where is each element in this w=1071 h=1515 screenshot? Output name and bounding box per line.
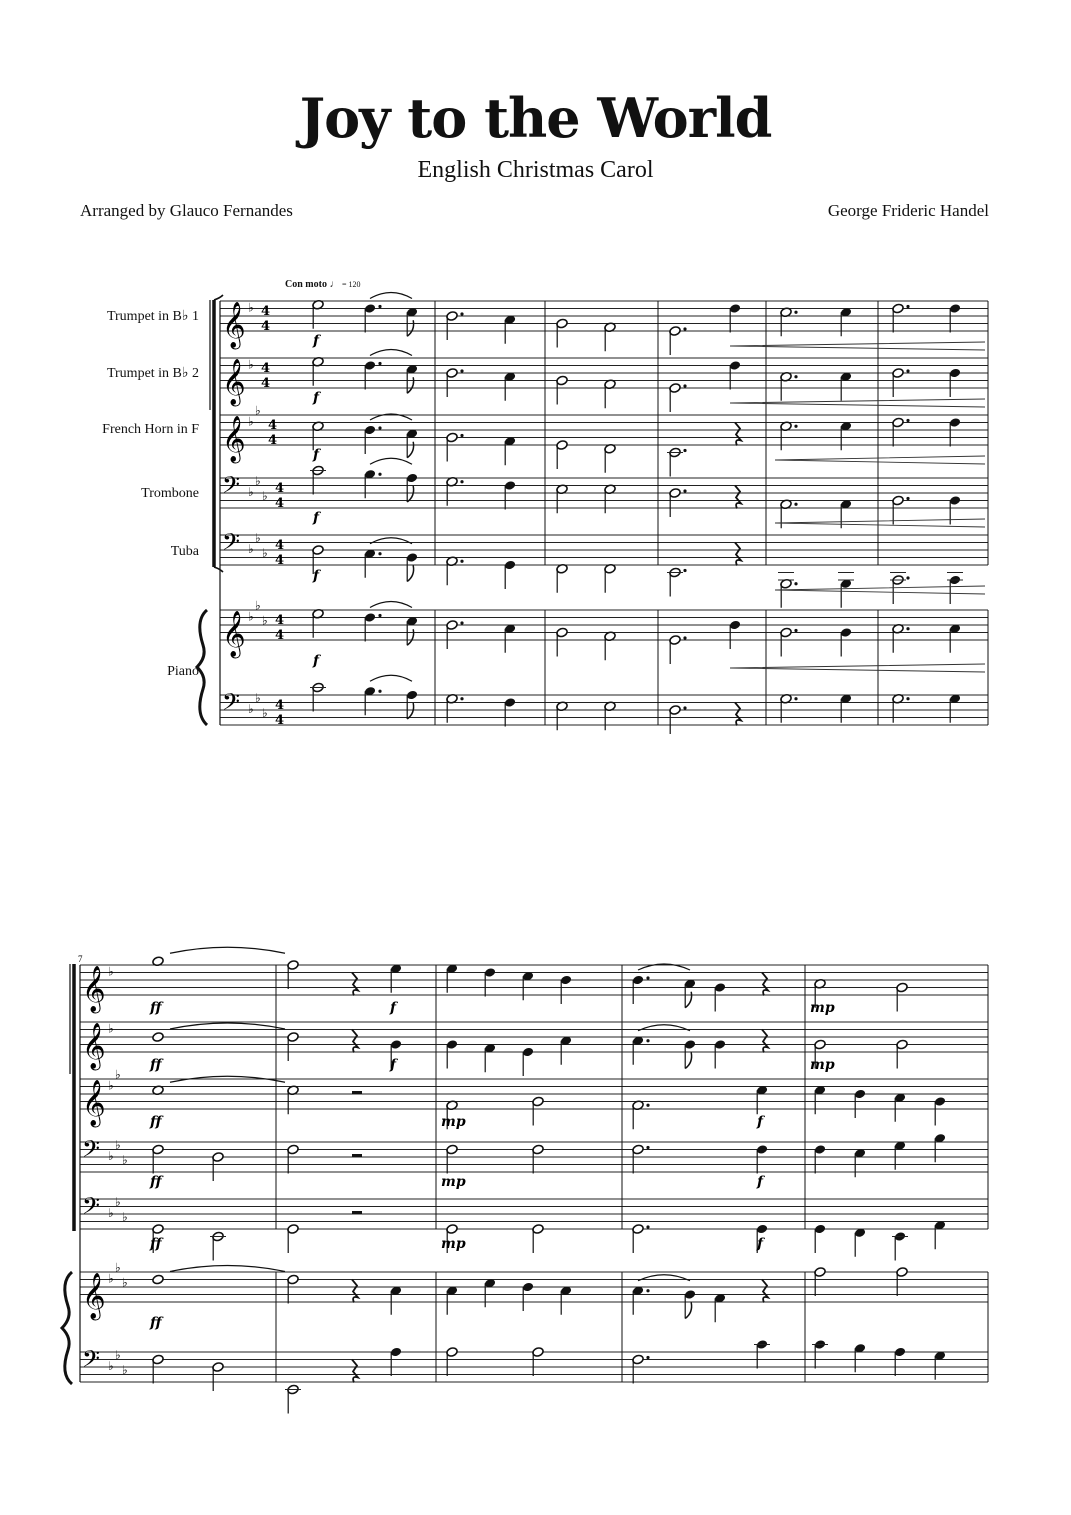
- dynamic-f: f: [390, 1057, 397, 1073]
- note-head: [152, 1032, 164, 1043]
- page-subtitle: English Christmas Carol: [417, 157, 654, 183]
- dot: [683, 489, 686, 492]
- dot: [794, 697, 797, 700]
- half-rest: [352, 1154, 362, 1157]
- flat-icon: ♭: [115, 1260, 121, 1275]
- note-flag: [407, 320, 413, 336]
- bass-clef-icon: 𝄢: [222, 688, 241, 721]
- note-flag: [407, 377, 413, 393]
- time-sig-top: 4: [275, 481, 285, 496]
- dynamic-mp: mp: [810, 1000, 835, 1016]
- tie-slur: [370, 458, 412, 464]
- dot: [378, 362, 381, 365]
- dot: [683, 327, 686, 330]
- flat-icon: ♭: [262, 705, 268, 720]
- bass-clef-icon: 𝄢: [82, 1345, 101, 1378]
- instrument-label-trombone: Trombone: [141, 486, 199, 501]
- half-rest: [352, 1211, 362, 1214]
- flat-icon: ♭: [108, 1359, 114, 1373]
- flat-icon: ♭: [262, 545, 268, 560]
- flat-icon: ♭: [122, 1209, 128, 1224]
- dot: [646, 1104, 649, 1107]
- dot: [906, 697, 909, 700]
- instrument-label-french-horn: French Horn in F: [102, 422, 199, 437]
- flat-icon: ♭: [248, 300, 254, 315]
- treble-clef-icon: 𝄞: [222, 359, 246, 405]
- dynamic-ff: ff: [150, 1114, 162, 1130]
- system-2: [62, 947, 988, 1413]
- flat-icon: ♭: [108, 1149, 114, 1163]
- flat-icon: ♭: [248, 702, 254, 716]
- flat-icon: ♭: [108, 1021, 114, 1036]
- dynamic-mp: mp: [441, 1114, 466, 1130]
- time-sig-bottom: 4: [261, 319, 271, 334]
- flat-icon: ♭: [248, 414, 254, 429]
- flat-icon: ♭: [108, 964, 114, 979]
- instrument-label-tuba: Tuba: [170, 544, 199, 559]
- flat-icon: ♭: [255, 598, 261, 613]
- dynamic-ff: ff: [150, 1174, 162, 1190]
- flat-icon: ♭: [108, 1206, 114, 1220]
- dot: [794, 375, 797, 378]
- tie-slur: [170, 1023, 285, 1029]
- crescendo-hairpin: [730, 342, 985, 350]
- note-flag: [685, 1053, 691, 1069]
- tie-slur: [370, 675, 412, 681]
- system-1: [197, 293, 988, 735]
- time-sig-bottom: 4: [275, 713, 285, 728]
- piano-brace: [62, 1272, 72, 1384]
- quarter-rest: [352, 973, 358, 996]
- dot: [646, 1225, 649, 1228]
- treble-clef-icon: 𝄞: [82, 1023, 106, 1069]
- note-head: [152, 1274, 164, 1285]
- dynamic-mp: mp: [810, 1057, 835, 1073]
- tempo-text: Con moto: [285, 279, 327, 290]
- tie-slur: [370, 293, 412, 299]
- dot: [378, 552, 381, 555]
- tie-slur: [370, 350, 412, 356]
- piano-brace: [197, 610, 207, 725]
- flat-icon: ♭: [248, 609, 254, 624]
- quarter-rest: [762, 1280, 768, 1303]
- dynamic-f: f: [757, 1174, 764, 1190]
- dot: [683, 706, 686, 709]
- note-flag: [407, 629, 413, 645]
- note-flag: [685, 992, 691, 1008]
- dynamic-f: f: [390, 1000, 397, 1016]
- flat-icon: ♭: [255, 530, 261, 545]
- dot: [794, 629, 797, 632]
- flat-icon: ♭: [248, 357, 254, 372]
- time-sig-bottom: 4: [268, 433, 278, 448]
- time-sig-top: 4: [261, 304, 271, 319]
- dot: [906, 576, 909, 579]
- time-sig-bottom: 4: [275, 553, 285, 568]
- time-sig-top: 4: [275, 538, 285, 553]
- instrument-label-trumpet-2: Trumpet in B♭ 2: [106, 366, 199, 381]
- flat-icon: ♭: [122, 1275, 128, 1290]
- dynamic-mp: mp: [441, 1174, 466, 1190]
- tie-slur: [170, 1266, 285, 1272]
- flat-icon: ♭: [255, 403, 261, 418]
- quarter-rest: [735, 423, 741, 446]
- note-flag: [407, 703, 413, 719]
- flat-icon: ♭: [122, 1362, 128, 1377]
- flat-icon: ♭: [248, 485, 254, 499]
- treble-clef-icon: 𝄞: [82, 1080, 106, 1126]
- dot: [906, 627, 909, 630]
- dot: [460, 312, 463, 315]
- dot: [794, 582, 797, 585]
- tempo-bpm: = 120: [341, 280, 361, 289]
- dot: [683, 384, 686, 387]
- dot: [460, 434, 463, 437]
- composer-credit: George Frideric Handel: [827, 201, 989, 220]
- bass-clef-icon: 𝄢: [82, 1135, 101, 1168]
- crescendo-hairpin: [775, 456, 985, 464]
- time-sig-bottom: 4: [275, 628, 285, 643]
- treble-clef-icon: 𝄞: [222, 611, 246, 657]
- time-sig-bottom: 4: [261, 376, 271, 391]
- dot: [683, 569, 686, 572]
- treble-clef-icon: 𝄞: [82, 1273, 106, 1319]
- flat-icon: ♭: [115, 1194, 121, 1209]
- quarter-note-icon: ♩: [329, 279, 340, 290]
- arranger-credit: Arranged by Glauco Fernandes: [80, 201, 293, 220]
- bass-clef-icon: 𝄢: [82, 1192, 101, 1225]
- dynamic-f: f: [757, 1114, 764, 1130]
- flat-icon: ♭: [115, 1067, 121, 1082]
- dot: [646, 1039, 649, 1042]
- note-flag: [407, 486, 413, 502]
- dot: [378, 690, 381, 693]
- dot: [646, 1356, 649, 1359]
- flat-icon: ♭: [248, 542, 254, 556]
- dot: [378, 305, 381, 308]
- crescendo-hairpin: [730, 399, 985, 407]
- dot: [378, 473, 381, 476]
- dot: [646, 976, 649, 979]
- crescendo-hairpin: [775, 519, 985, 527]
- instrument-label-trumpet-1: Trumpet in B♭ 1: [106, 309, 199, 324]
- dynamic-f: f: [313, 447, 320, 463]
- dot: [460, 480, 463, 483]
- quarter-rest: [762, 973, 768, 996]
- dot: [794, 425, 797, 428]
- tie-slur: [170, 947, 285, 953]
- treble-clef-icon: 𝄞: [222, 302, 246, 348]
- dynamic-ff: ff: [150, 1057, 162, 1073]
- flat-icon: ♭: [255, 473, 261, 488]
- note-flag: [407, 566, 413, 582]
- bass-clef-icon: 𝄢: [222, 471, 241, 504]
- measure-number: 7: [78, 954, 83, 964]
- quarter-rest: [352, 1280, 358, 1303]
- flat-icon: ♭: [255, 690, 261, 705]
- crescendo-hairpin: [730, 664, 985, 672]
- dynamic-f: f: [757, 1236, 764, 1252]
- flat-icon: ♭: [115, 1347, 121, 1362]
- page-title: Joy to the World: [299, 86, 772, 150]
- half-rest: [352, 1091, 362, 1094]
- dot: [646, 1289, 649, 1292]
- instrument-label-piano: Piano: [167, 664, 199, 679]
- dot: [460, 369, 463, 372]
- time-sig-top: 4: [275, 698, 285, 713]
- dot: [794, 503, 797, 506]
- quarter-rest: [762, 1030, 768, 1053]
- dot: [460, 697, 463, 700]
- flat-icon: ♭: [262, 613, 268, 628]
- dynamic-f: f: [313, 390, 320, 406]
- dot: [378, 614, 381, 617]
- quarter-rest: [352, 1030, 358, 1053]
- flat-icon: ♭: [122, 1152, 128, 1167]
- treble-clef-icon: 𝄞: [82, 966, 106, 1012]
- dot: [378, 426, 381, 429]
- dot: [646, 1146, 649, 1149]
- quarter-rest: [352, 1360, 358, 1383]
- dot: [460, 560, 463, 563]
- dot: [460, 621, 463, 624]
- dot: [906, 419, 909, 422]
- dot: [906, 305, 909, 308]
- flat-icon: ♭: [115, 1137, 121, 1152]
- dynamic-ff: ff: [150, 1315, 162, 1331]
- dot: [906, 497, 909, 500]
- dynamic-mp: mp: [441, 1236, 466, 1252]
- bass-clef-icon: 𝄢: [222, 528, 241, 561]
- note-flag: [407, 442, 413, 458]
- time-sig-bottom: 4: [275, 496, 285, 511]
- dynamic-ff: ff: [150, 1000, 162, 1016]
- dynamic-f: f: [313, 333, 320, 349]
- flat-icon: ♭: [108, 1078, 114, 1093]
- dot: [906, 369, 909, 372]
- flat-icon: ♭: [262, 488, 268, 503]
- quarter-rest: [735, 543, 741, 566]
- dot: [683, 449, 686, 452]
- quarter-rest: [735, 486, 741, 509]
- dynamic-f: f: [313, 510, 320, 526]
- crescendo-hairpin: [775, 586, 985, 594]
- time-sig-top: 4: [275, 613, 285, 628]
- time-sig-top: 4: [261, 361, 271, 376]
- treble-clef-icon: 𝄞: [222, 416, 246, 462]
- dot: [683, 636, 686, 639]
- dot: [794, 311, 797, 314]
- dynamic-f: f: [313, 568, 320, 584]
- tie-slur: [370, 602, 412, 608]
- quarter-rest: [735, 703, 741, 726]
- dynamic-f: f: [313, 653, 320, 669]
- dynamic-ff: ff: [150, 1236, 162, 1252]
- note-flag: [685, 1303, 691, 1319]
- flat-icon: ♭: [108, 1271, 114, 1286]
- time-sig-top: 4: [268, 418, 278, 433]
